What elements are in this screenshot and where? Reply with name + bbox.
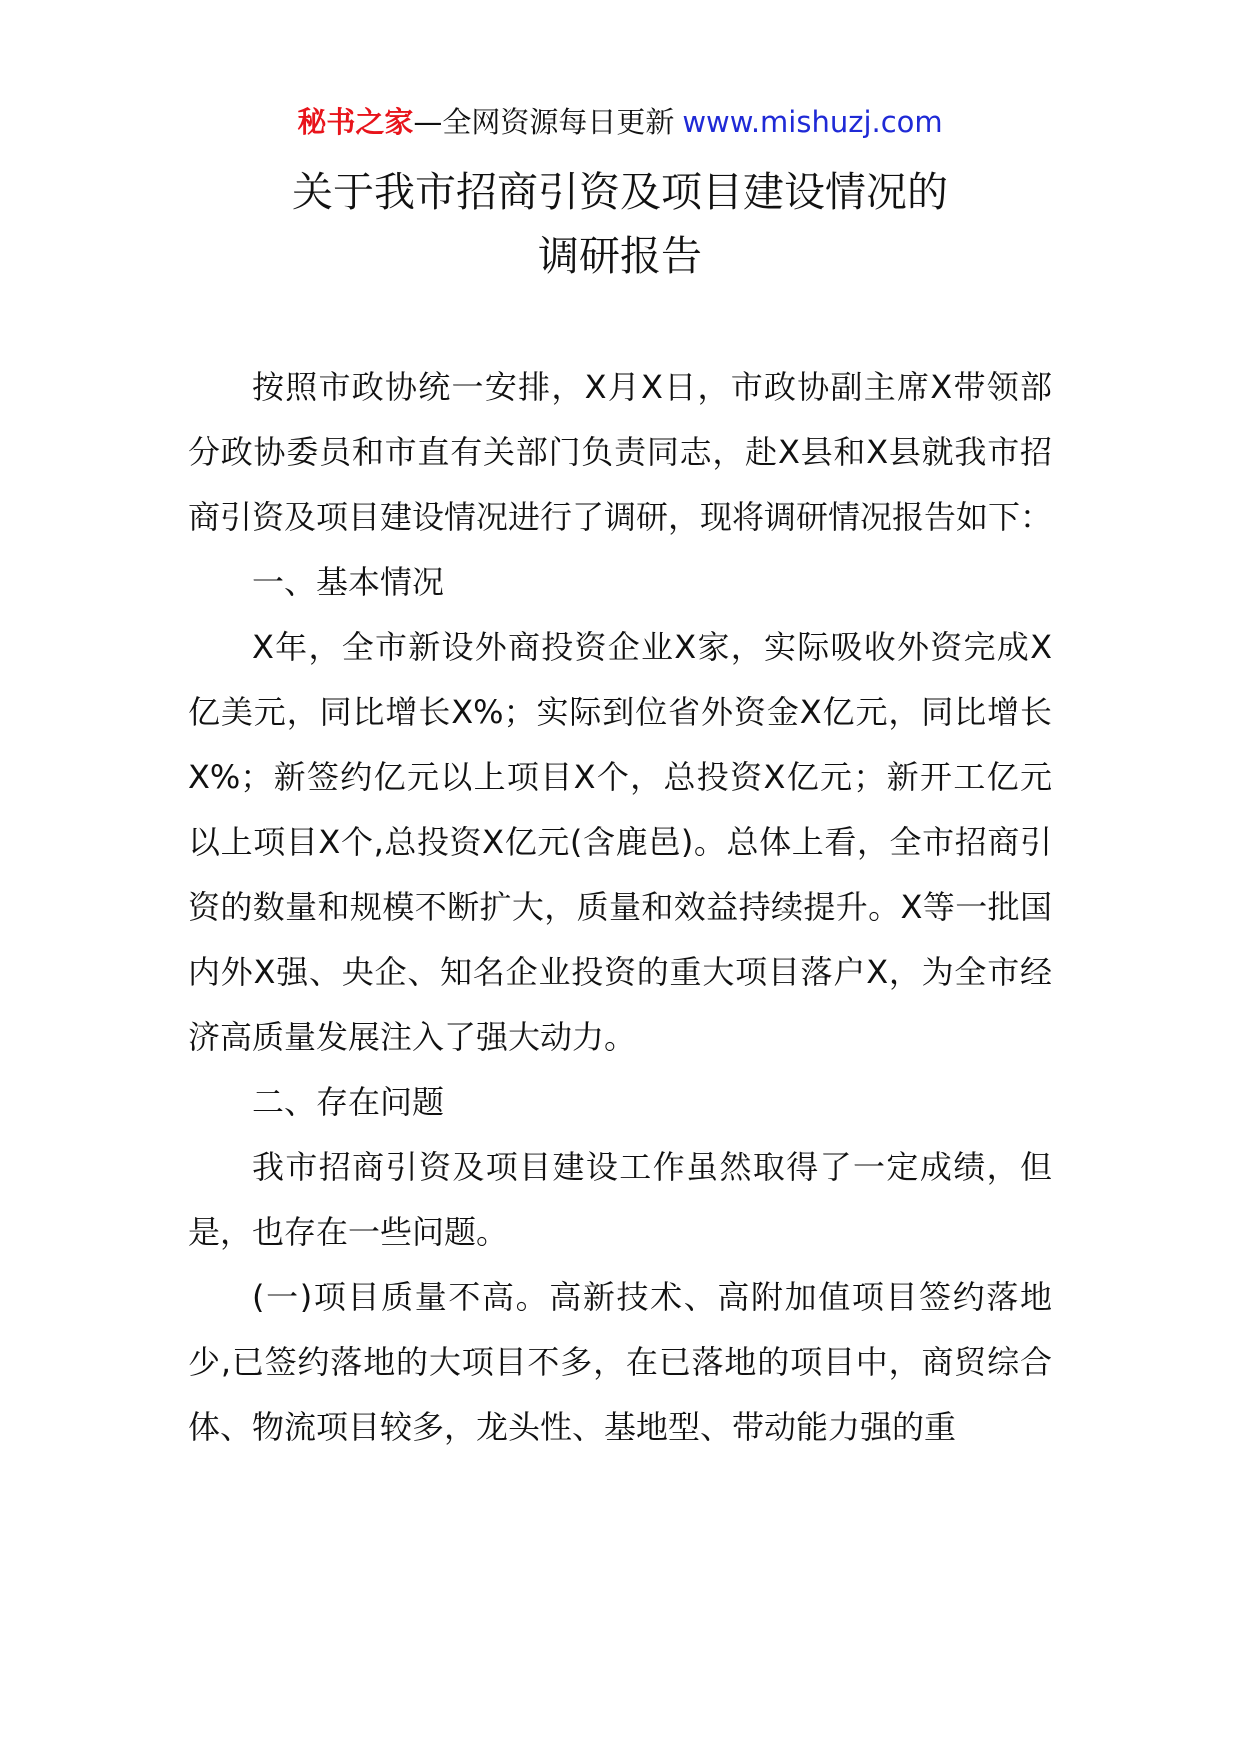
document-body bbox=[188, 355, 1052, 1460]
title-line-2: 调研报告 bbox=[538, 232, 702, 280]
brand-name: 秘书之家 bbox=[297, 105, 414, 139]
section-heading-problems: 二、存在问题 bbox=[252, 1083, 445, 1121]
problem-1-paragraph: (一)项目质量不高。高新技术、高附加值项目签约落地少,已签约落地的大项目不多，在已落地的项目中，商贸综合体、物流项目较多，龙头性、基地型、带动能力强的重 bbox=[188, 1278, 1052, 1446]
document-title bbox=[0, 160, 1240, 288]
site-header bbox=[0, 100, 1240, 144]
section-heading-basic: 一、基本情况 bbox=[252, 563, 445, 601]
title-line-1: 关于我市招商引资及项目建设情况的 bbox=[292, 168, 948, 216]
slogan: —全网资源每日更新 bbox=[413, 105, 675, 139]
problems-intro-paragraph: 我市招商引资及项目建设工作虽然取得了一定成绩，但是，也存在一些问题。 bbox=[188, 1148, 1052, 1251]
intro-paragraph: 按照市政协统一安排，X月X日，市政协副主席X带领部分政协委员和市直有关部门负责同志，赴X县和X县就我市招商引资及项目建设情况进行了调研，现将调研情况报告如下： bbox=[188, 368, 1053, 536]
site-url-link[interactable]: www.mishuzj.com bbox=[682, 105, 943, 139]
basic-situation-paragraph: X年，全市新设外商投资企业X家，实际吸收外资完成X亿美元，同比增长X%；实际到位省外资金X亿元，同比增长X%；新签约亿元以上项目X个，总投资X亿元；新开工亿元以上项目X个,总投资X亿元(含鹿邑)。总体上看，全市招商引资的数量和规模不断扩大，质量和效益持续提升。X等一批国内外X强、央企、知名企业投资的重大项目落户X，为全市经济高质量发展注入了强大动力。 bbox=[188, 628, 1052, 1056]
